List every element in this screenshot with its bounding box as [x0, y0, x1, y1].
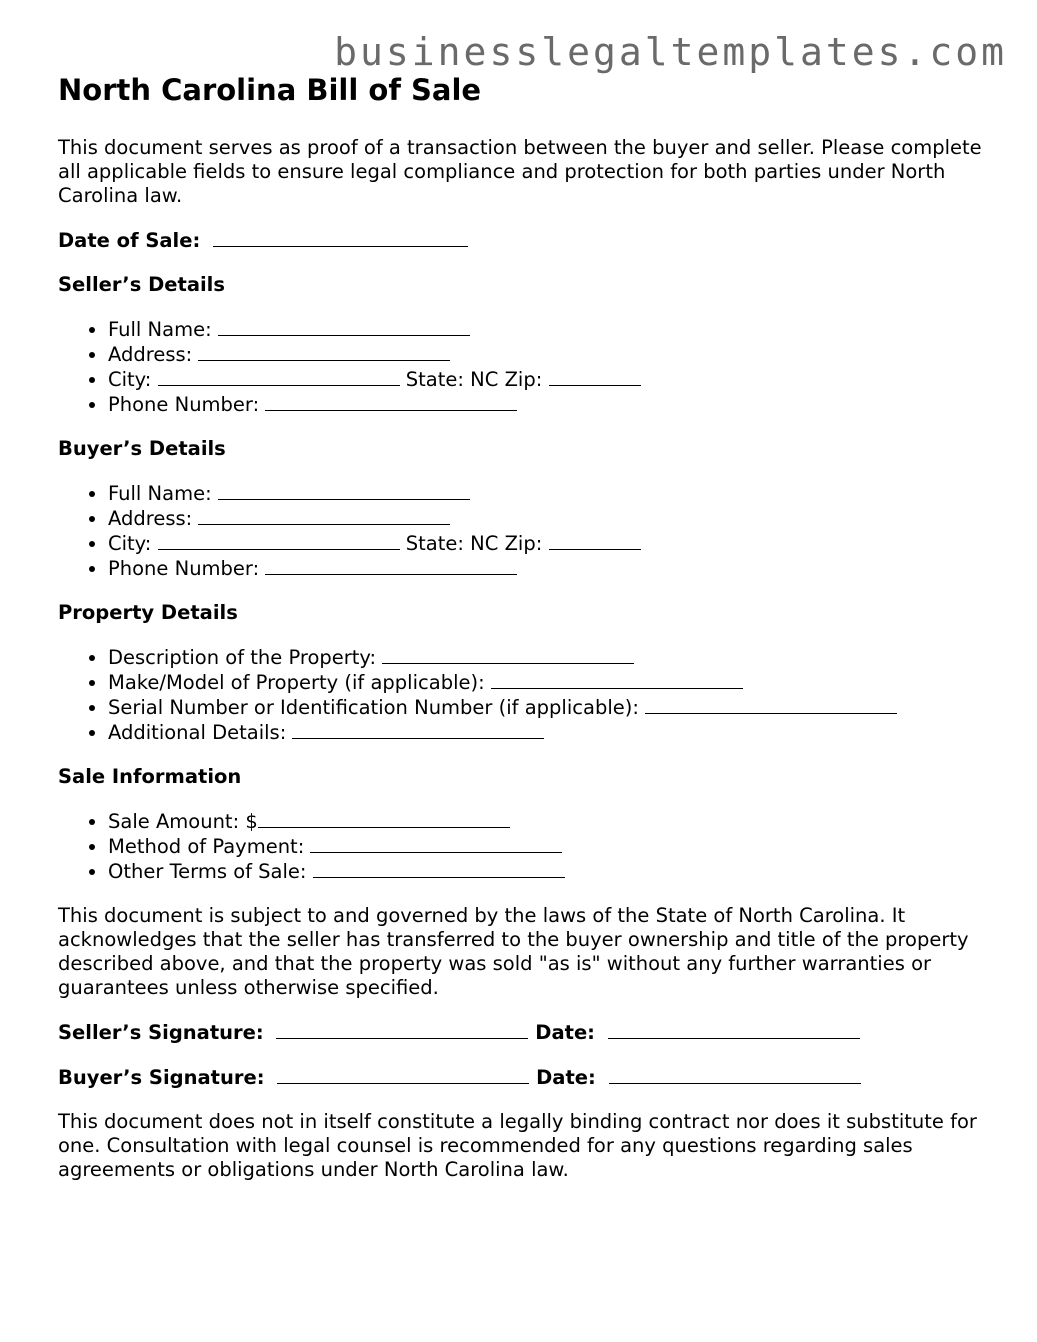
- buyer-date-label: Date:: [536, 1066, 596, 1089]
- page-title: North Carolina Bill of Sale: [58, 73, 482, 107]
- buyer-details-list: [58, 481, 998, 581]
- seller-full-name-label: Full Name:: [108, 318, 212, 341]
- seller-phone-field[interactable]: [265, 392, 517, 411]
- seller-details-heading: Seller’s Details: [58, 273, 225, 296]
- date-of-sale-row: [58, 228, 998, 253]
- seller-address-field[interactable]: [198, 342, 450, 361]
- list-item: [108, 645, 998, 670]
- property-details-heading: Property Details: [58, 601, 238, 624]
- intro-paragraph: This document serves as proof of a transaction between the buyer and seller. Please complete all applicable fields to ensure legal compliance and protection for both parties under North Carolina law.: [58, 136, 982, 207]
- list-item: [108, 695, 998, 720]
- buyer-zip-field[interactable]: [549, 531, 641, 550]
- property-serial-label: Serial Number or Identification Number (if applicable):: [108, 696, 639, 719]
- seller-city-label: City:: [108, 368, 152, 391]
- buyer-state-zip-label: State: NC Zip:: [405, 532, 543, 555]
- sale-information-heading: Sale Information: [58, 765, 242, 788]
- list-item: [108, 556, 998, 581]
- seller-state-zip-label: State: NC Zip:: [405, 368, 543, 391]
- payment-method-field[interactable]: [310, 834, 562, 853]
- buyer-date-field[interactable]: [609, 1065, 861, 1084]
- other-terms-label: Other Terms of Sale:: [108, 860, 307, 883]
- buyer-full-name-label: Full Name:: [108, 482, 212, 505]
- property-additional-label: Additional Details:: [108, 721, 287, 744]
- property-description-label: Description of the Property:: [108, 646, 377, 669]
- list-item: [108, 367, 998, 392]
- list-item: [108, 481, 998, 506]
- list-item: [108, 859, 998, 884]
- sale-amount-field[interactable]: [258, 809, 510, 828]
- seller-signature-row: [58, 1020, 998, 1045]
- list-item: [108, 531, 998, 556]
- seller-zip-field[interactable]: [549, 367, 641, 386]
- buyer-signature-field[interactable]: [277, 1065, 529, 1084]
- buyer-city-field[interactable]: [158, 531, 400, 550]
- list-item: [108, 342, 998, 367]
- seller-signature-label: Seller’s Signature:: [58, 1021, 264, 1044]
- list-item: [108, 809, 998, 834]
- seller-date-field[interactable]: [608, 1020, 860, 1039]
- buyer-signature-row: [58, 1065, 998, 1090]
- property-serial-field[interactable]: [645, 695, 897, 714]
- document-body: [58, 70, 998, 1202]
- watermark-logo: businesslegaltemplates.com: [334, 30, 1007, 74]
- payment-method-label: Method of Payment:: [108, 835, 305, 858]
- governing-law-paragraph: This document is subject to and governed by the laws of the State of North Carolina. It acknowledges that the seller has transferred to the buyer ownership and title of the property described above, and that the property was sold "as is" without any further warranties or guarantees unless otherwise specified.: [58, 904, 969, 999]
- buyer-city-label: City:: [108, 532, 152, 555]
- property-make-model-field[interactable]: [491, 670, 743, 689]
- buyer-signature-label: Buyer’s Signature:: [58, 1066, 265, 1089]
- list-item: [108, 670, 998, 695]
- sale-information-list: [58, 809, 998, 884]
- property-description-field[interactable]: [382, 645, 634, 664]
- seller-city-field[interactable]: [158, 367, 400, 386]
- buyer-phone-label: Phone Number:: [108, 557, 260, 580]
- list-item: [108, 834, 998, 859]
- property-additional-field[interactable]: [292, 720, 544, 739]
- buyer-phone-field[interactable]: [265, 556, 517, 575]
- seller-signature-field[interactable]: [276, 1020, 528, 1039]
- buyer-details-heading: Buyer’s Details: [58, 437, 226, 460]
- date-of-sale-label: Date of Sale:: [58, 229, 201, 252]
- disclaimer-paragraph: This document does not in itself constitute a legally binding contract nor does it substitute for one. Consultation with legal counsel is recommended for any questions regarding sales agreements or obligations under North Carolina law.: [58, 1110, 977, 1181]
- property-make-model-label: Make/Model of Property (if applicable):: [108, 671, 485, 694]
- list-item: [108, 720, 998, 745]
- seller-full-name-field[interactable]: [218, 317, 470, 336]
- buyer-full-name-field[interactable]: [218, 481, 470, 500]
- buyer-address-label: Address:: [108, 507, 193, 530]
- sale-amount-label: Sale Amount: $: [108, 810, 258, 833]
- date-of-sale-field[interactable]: [213, 228, 468, 247]
- property-details-list: [58, 645, 998, 745]
- buyer-address-field[interactable]: [198, 506, 450, 525]
- seller-phone-label: Phone Number:: [108, 393, 260, 416]
- list-item: [108, 506, 998, 531]
- seller-date-label: Date:: [535, 1021, 595, 1044]
- seller-details-list: [58, 317, 998, 417]
- list-item: [108, 392, 998, 417]
- seller-address-label: Address:: [108, 343, 193, 366]
- other-terms-field[interactable]: [313, 859, 565, 878]
- list-item: [108, 317, 998, 342]
